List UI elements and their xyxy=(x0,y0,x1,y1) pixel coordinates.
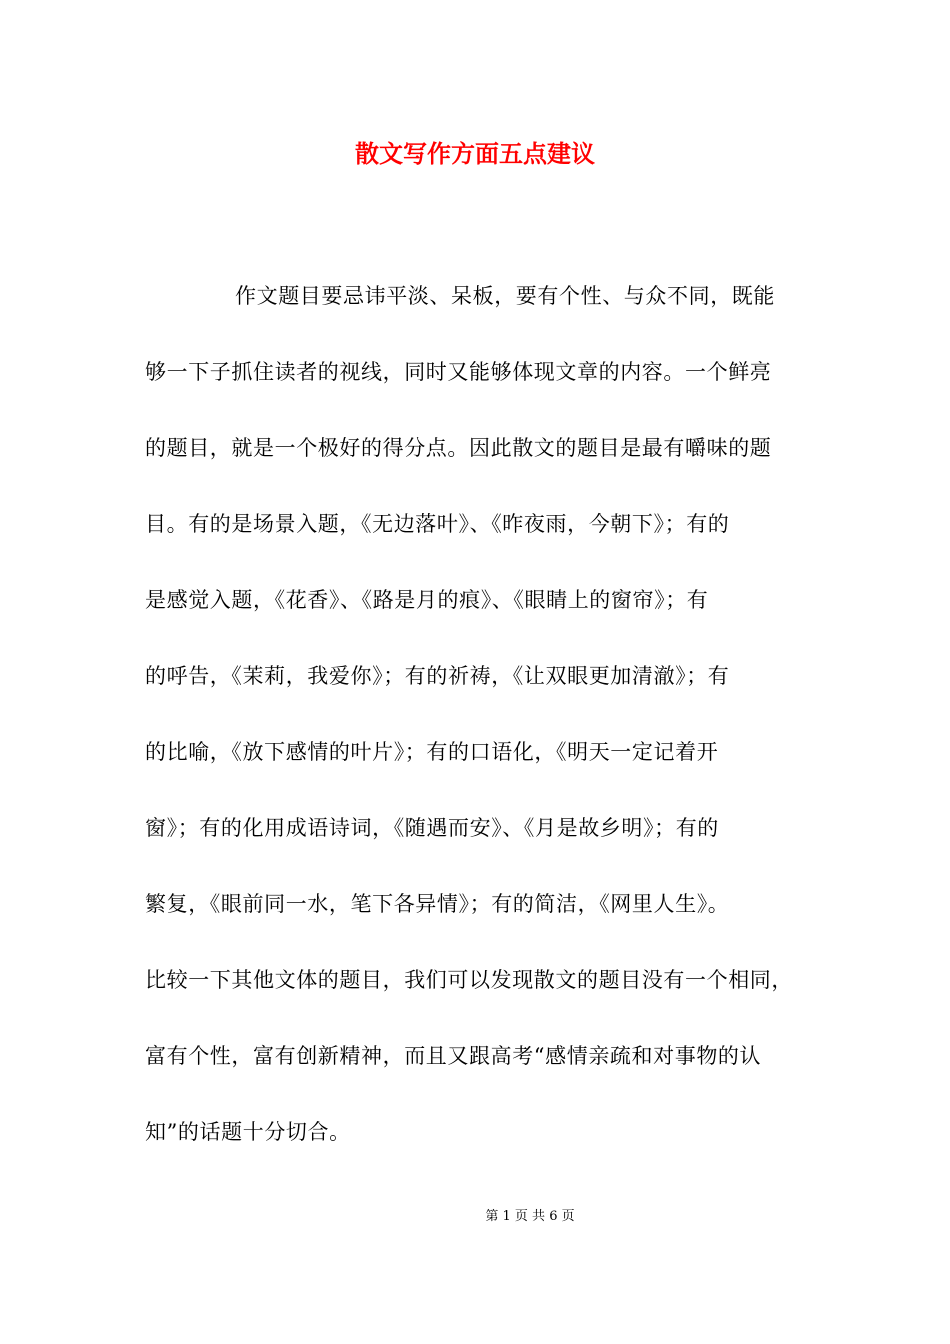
paragraph-line: 的比喻，《放下感情的叶片》；有的口语化，《明天一定记着开 xyxy=(145,740,719,764)
paragraph-line: 目。有的是场景入题，《无边落叶》、《昨夜雨，今朝下》；有的 xyxy=(145,512,730,536)
paragraph-line: 繁复，《眼前同一水，笔下各异情》；有的简洁，《网里人生》。 xyxy=(145,892,730,916)
paragraph-line: 的题目，就是一个极好的得分点。因此散文的题目是最有嚼味的题 xyxy=(145,436,772,460)
paragraph-line: 的呼告，《茉莉，我爱你》；有的祈祷，《让双眼更加清澈》；有 xyxy=(145,664,730,688)
paragraph-line: 比较一下其他文体的题目，我们可以发现散文的题目没有一个相同， xyxy=(145,968,793,992)
paragraph-line: 窗》；有的化用成语诗词，《随遇而安》、《月是故乡明》；有的 xyxy=(145,816,719,840)
paragraph-line: 知”的话题十分切合。 xyxy=(145,1120,351,1144)
body-text xyxy=(145,276,805,1188)
paragraph-line: 够一下子抓住读者的视线，同时又能够体现文章的内容。一个鲜亮 xyxy=(145,360,772,384)
page-title: 散文写作方面五点建议 xyxy=(355,139,595,168)
page-number-footer: 第 1 页 共 6 页 xyxy=(485,1209,575,1224)
paragraph-line: 是感觉入题，《花香》、《路是月的痕》、《眼睛上的窗帘》；有 xyxy=(145,588,709,612)
paragraph-line: 富有个性，富有创新精神，而且又跟高考“感情亲疏和对事物的认 xyxy=(145,1044,762,1068)
paragraph-line: 作文题目要忌讳平淡、呆板，要有个性、与众不同，既能 xyxy=(235,284,775,308)
